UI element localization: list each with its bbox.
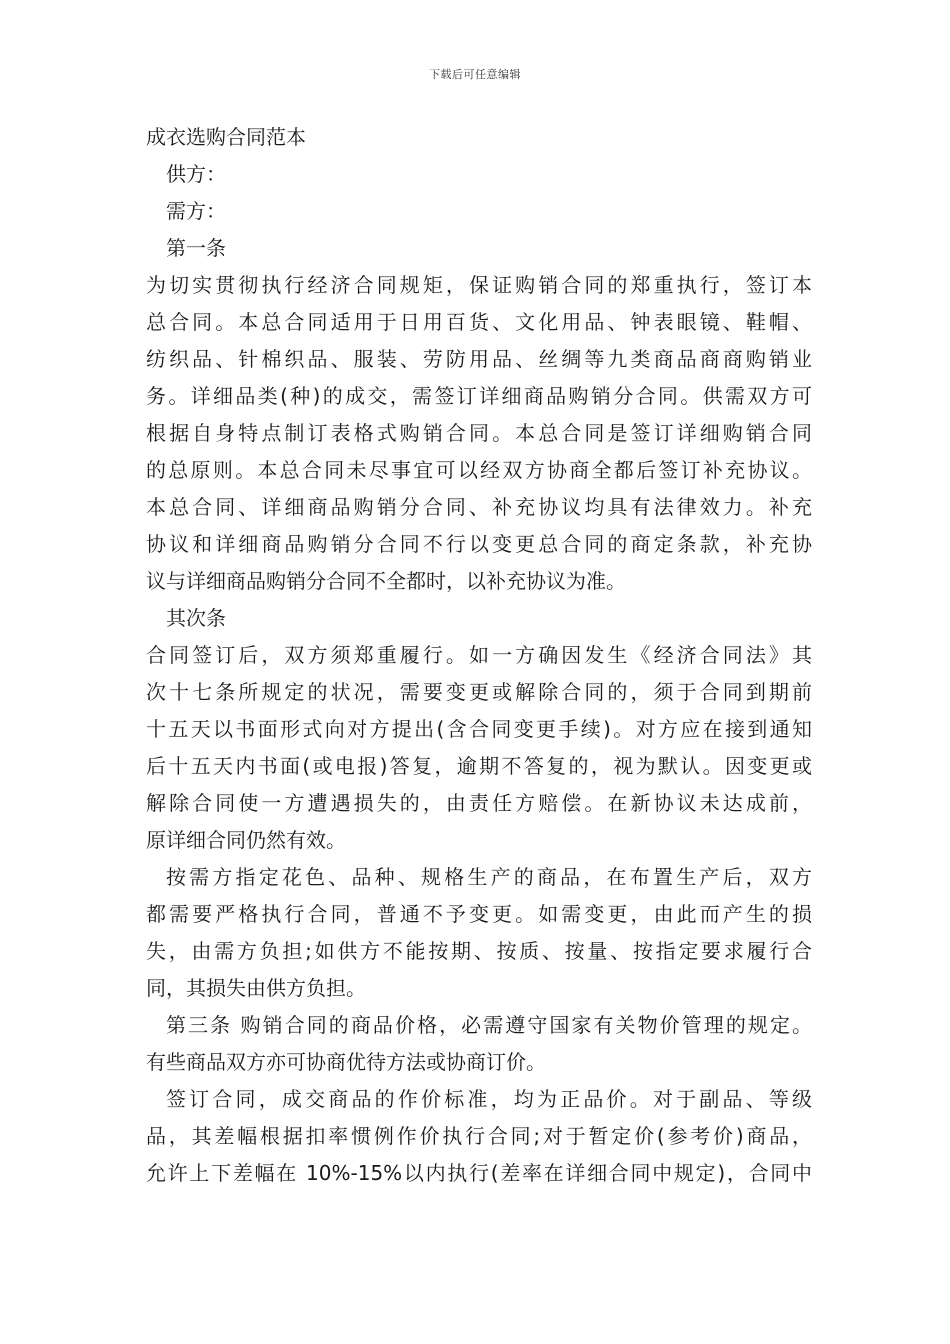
paragraph-line: 有些商品双方亦可协商优待方法或协商订价。 bbox=[146, 1050, 546, 1074]
paragraph-line: 次十七条所规定的状况，需要变更或解除合同的，须于合同到期前 bbox=[146, 680, 812, 704]
paragraph-line: 的总原则。本总合同未尽事宜可以经双方协商全都后签订补充协议。 bbox=[146, 458, 812, 482]
supplier-label: 供方： bbox=[166, 162, 226, 186]
paragraph-line: 为切实贯彻执行经济合同规矩，保证购销合同的郑重执行，签订本 bbox=[146, 273, 812, 297]
article-1-heading: 第一条 bbox=[166, 236, 226, 260]
paragraph-line: 本总合同、详细商品购销分合同、补充协议均具有法律效力。补充 bbox=[146, 495, 812, 519]
paragraph-line: 同，其损失由供方负担。 bbox=[146, 976, 366, 1000]
paragraph-line: 纺织品、针棉织品、服装、劳防用品、丝绸等九类商品商商购销业 bbox=[146, 347, 812, 371]
paragraph-line: 后十五天内书面(或电报)答复，逾期不答复的，视为默认。因变更或 bbox=[146, 754, 812, 778]
page-header-note: 下载后可任意编辑 bbox=[429, 68, 521, 81]
paragraph-line: 原详细合同仍然有效。 bbox=[146, 828, 346, 852]
paragraph-line: 失，由需方负担;如供方不能按期、按质、按量、按指定要求履行合 bbox=[146, 939, 812, 963]
paragraph-line: 十五天以书面形式向对方提出(含合同变更手续)。对方应在接到通知 bbox=[146, 717, 812, 741]
document-title: 成衣选购合同范本 bbox=[146, 125, 306, 149]
paragraph-line: 合同签订后，双方须郑重履行。如一方确因发生《经济合同法》其 bbox=[146, 643, 812, 667]
paragraph-line: 解除合同使一方遭遇损失的，由责任方赔偿。在新协议未达成前， bbox=[146, 791, 812, 815]
paragraph-line: 务。详细品类(种)的成交，需签订详细商品购销分合同。供需双方可 bbox=[146, 384, 812, 408]
paragraph-line: 协议和详细商品购销分合同不行以变更总合同的商定条款，补充协 bbox=[146, 532, 812, 556]
paragraph-line: 根据自身特点制订表格式购销合同。本总合同是签订详细购销合同 bbox=[146, 421, 812, 445]
paragraph-line: 签订合同，成交商品的作价标准，均为正品价。对于副品、等级 bbox=[166, 1087, 812, 1111]
paragraph-line: 按需方指定花色、品种、规格生产的商品，在布置生产后，双方 bbox=[166, 865, 812, 889]
document-body bbox=[146, 119, 812, 1192]
paragraph-line: 议与详细商品购销分合同不全都时，以补充协议为准。 bbox=[146, 569, 626, 593]
article-2-heading: 其次条 bbox=[166, 606, 226, 630]
buyer-label: 需方： bbox=[166, 199, 226, 223]
paragraph-line: 允许上下差幅在 10%-15%以内执行(差率在详细合同中规定)，合同中 bbox=[146, 1161, 812, 1185]
article-3-line: 第三条 购销合同的商品价格，必需遵守国家有关物价管理的规定。 bbox=[166, 1013, 812, 1037]
paragraph-line: 总合同。本总合同适用于日用百货、文化用品、钟表眼镜、鞋帽、 bbox=[146, 310, 812, 334]
paragraph-line: 都需要严格执行合同，普通不予变更。如需变更，由此而产生的损 bbox=[146, 902, 812, 926]
paragraph-line: 品，其差幅根据扣率惯例作价执行合同;对于暂定价(参考价)商品， bbox=[146, 1124, 812, 1148]
